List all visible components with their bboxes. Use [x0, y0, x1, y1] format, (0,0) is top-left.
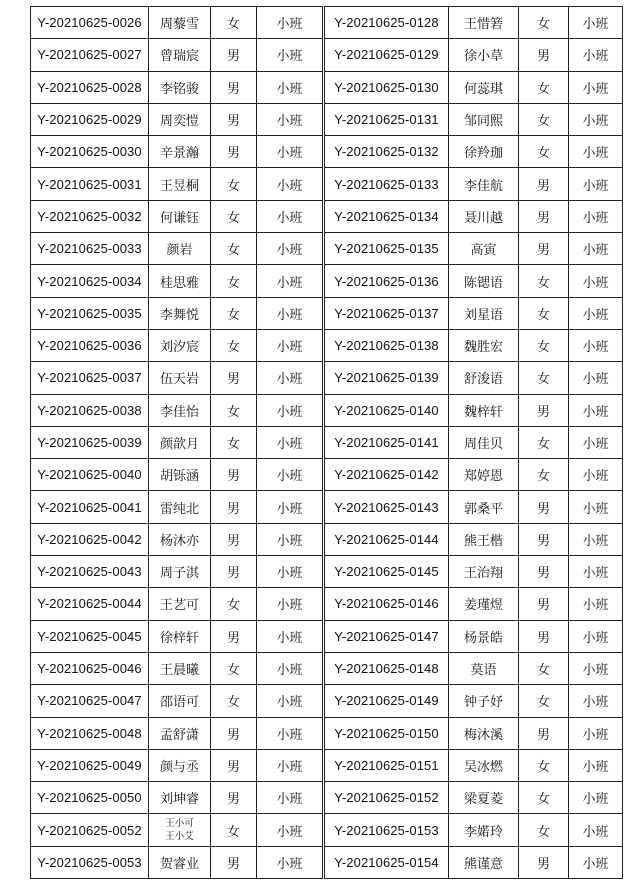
student-id-cell: Y-20210625-0141 — [325, 426, 449, 458]
table-row — [325, 846, 623, 878]
student-class-cell: 小班 — [569, 459, 623, 491]
student-id-cell: Y-20210625-0049 — [31, 749, 149, 781]
table-row — [325, 491, 623, 523]
student-id-cell: Y-20210625-0143 — [325, 491, 449, 523]
table-row — [325, 329, 623, 361]
student-sex-cell: 男 — [519, 523, 569, 555]
student-id-cell: Y-20210625-0027 — [31, 39, 149, 71]
student-sex-cell: 女 — [211, 7, 257, 39]
student-name-cell: 李婼玲 — [449, 814, 519, 846]
table-row — [31, 426, 323, 458]
student-class-cell: 小班 — [569, 39, 623, 71]
student-class-cell: 小班 — [257, 652, 323, 684]
student-name-cell: 何谦钰 — [149, 200, 211, 232]
table-row — [325, 297, 623, 329]
student-class-cell: 小班 — [569, 491, 623, 523]
student-name-cell: 陈锶语 — [449, 265, 519, 297]
table-row — [325, 394, 623, 426]
student-name-cell: 贺睿业 — [149, 846, 211, 878]
student-sex-cell: 女 — [519, 71, 569, 103]
student-class-cell: 小班 — [569, 685, 623, 717]
student-class-cell: 小班 — [257, 136, 323, 168]
student-id-cell: Y-20210625-0151 — [325, 749, 449, 781]
student-sex-cell: 男 — [211, 782, 257, 814]
student-name-cell: 何蕊琪 — [449, 71, 519, 103]
student-name-cell: 聂川越 — [449, 200, 519, 232]
student-class-cell: 小班 — [569, 297, 623, 329]
table-row — [31, 168, 323, 200]
student-name-cell: 高寅 — [449, 233, 519, 265]
student-class-cell: 小班 — [569, 7, 623, 39]
student-class-cell: 小班 — [569, 620, 623, 652]
student-class-cell: 小班 — [257, 749, 323, 781]
table-row — [31, 200, 323, 232]
table-row — [31, 620, 323, 652]
student-name-cell: 熊谨意 — [449, 846, 519, 878]
student-sex-cell: 男 — [519, 233, 569, 265]
student-id-cell: Y-20210625-0032 — [31, 200, 149, 232]
student-sex-cell: 男 — [211, 103, 257, 135]
table-row — [31, 749, 323, 781]
student-class-cell: 小班 — [569, 168, 623, 200]
student-sex-cell: 男 — [519, 39, 569, 71]
student-name-cell: 周子淇 — [149, 556, 211, 588]
student-id-cell: Y-20210625-0129 — [325, 39, 449, 71]
student-class-cell: 小班 — [569, 782, 623, 814]
student-sex-cell: 男 — [211, 459, 257, 491]
student-name-cell: 杨沐亦 — [149, 523, 211, 555]
student-name-cell: 王惜箬 — [449, 7, 519, 39]
student-name-cell: 颜岩 — [149, 233, 211, 265]
table-row — [325, 265, 623, 297]
student-class-cell: 小班 — [569, 652, 623, 684]
student-name-cell: 姜瑾煜 — [449, 588, 519, 620]
student-class-cell: 小班 — [569, 265, 623, 297]
table-row — [325, 200, 623, 232]
table-row — [31, 136, 323, 168]
student-name-cell: 郑婷恩 — [449, 459, 519, 491]
student-id-cell: Y-20210625-0046 — [31, 652, 149, 684]
student-sex-cell: 女 — [519, 265, 569, 297]
table-row — [325, 814, 623, 846]
student-name-line: 王小可 — [165, 818, 194, 830]
student-sex-cell: 男 — [211, 523, 257, 555]
student-sex-cell: 女 — [519, 7, 569, 39]
table-row — [325, 362, 623, 394]
roster-table-left-body — [31, 7, 323, 879]
student-sex-cell: 女 — [211, 685, 257, 717]
student-name-cell: 李佳怡 — [149, 394, 211, 426]
student-id-cell: Y-20210625-0132 — [325, 136, 449, 168]
student-name-cell: 雷纯北 — [149, 491, 211, 523]
student-id-cell: Y-20210625-0052 — [31, 814, 149, 846]
table-row — [325, 782, 623, 814]
student-id-cell: Y-20210625-0050 — [31, 782, 149, 814]
student-id-cell: Y-20210625-0133 — [325, 168, 449, 200]
student-id-cell: Y-20210625-0147 — [325, 620, 449, 652]
student-id-cell: Y-20210625-0048 — [31, 717, 149, 749]
student-name-cell: 熊王楷 — [449, 523, 519, 555]
student-name-cell: 莫语 — [449, 652, 519, 684]
student-sex-cell: 女 — [211, 426, 257, 458]
student-name-cell: 舒浚语 — [449, 362, 519, 394]
student-id-cell: Y-20210625-0042 — [31, 523, 149, 555]
student-class-cell: 小班 — [257, 362, 323, 394]
student-class-cell: 小班 — [257, 556, 323, 588]
student-class-cell: 小班 — [257, 329, 323, 361]
student-name-cell: 王晨曦 — [149, 652, 211, 684]
table-row — [325, 39, 623, 71]
student-sex-cell: 男 — [211, 362, 257, 394]
student-id-cell: Y-20210625-0038 — [31, 394, 149, 426]
student-id-cell: Y-20210625-0039 — [31, 426, 149, 458]
student-sex-cell: 女 — [519, 297, 569, 329]
student-class-cell: 小班 — [569, 200, 623, 232]
student-sex-cell: 男 — [211, 556, 257, 588]
student-name-cell: 徐羚珈 — [449, 136, 519, 168]
student-sex-cell: 女 — [519, 685, 569, 717]
student-id-cell: Y-20210625-0140 — [325, 394, 449, 426]
table-row — [31, 782, 323, 814]
table-row — [31, 459, 323, 491]
student-id-cell: Y-20210625-0136 — [325, 265, 449, 297]
student-name-cell: 吴冰燃 — [449, 749, 519, 781]
table-row — [31, 362, 323, 394]
student-class-cell: 小班 — [569, 588, 623, 620]
table-row — [31, 265, 323, 297]
student-sex-cell: 女 — [519, 652, 569, 684]
roster-table-right — [324, 6, 623, 879]
student-id-cell: Y-20210625-0045 — [31, 620, 149, 652]
student-sex-cell: 男 — [211, 39, 257, 71]
student-class-cell: 小班 — [257, 394, 323, 426]
student-id-cell: Y-20210625-0137 — [325, 297, 449, 329]
student-class-cell: 小班 — [569, 814, 623, 846]
student-id-cell: Y-20210625-0150 — [325, 717, 449, 749]
table-row — [325, 459, 623, 491]
student-id-cell: Y-20210625-0135 — [325, 233, 449, 265]
table-row — [31, 588, 323, 620]
student-sex-cell: 女 — [211, 265, 257, 297]
student-id-cell: Y-20210625-0030 — [31, 136, 149, 168]
student-class-cell: 小班 — [257, 297, 323, 329]
student-sex-cell: 男 — [211, 491, 257, 523]
student-sex-cell: 男 — [519, 588, 569, 620]
student-class-cell: 小班 — [569, 233, 623, 265]
student-name-cell: 钟子妤 — [449, 685, 519, 717]
table-row — [31, 103, 323, 135]
student-sex-cell: 女 — [519, 362, 569, 394]
student-id-cell: Y-20210625-0036 — [31, 329, 149, 361]
student-name-cell: 王治翔 — [449, 556, 519, 588]
student-id-cell: Y-20210625-0149 — [325, 685, 449, 717]
student-sex-cell: 女 — [519, 136, 569, 168]
student-sex-cell: 男 — [519, 491, 569, 523]
student-sex-cell: 女 — [211, 233, 257, 265]
student-name-cell: 胡铄涵 — [149, 459, 211, 491]
student-id-cell: Y-20210625-0130 — [325, 71, 449, 103]
student-id-cell: Y-20210625-0040 — [31, 459, 149, 491]
student-class-cell: 小班 — [257, 103, 323, 135]
student-sex-cell: 男 — [519, 394, 569, 426]
table-row — [31, 846, 323, 878]
student-id-cell: Y-20210625-0145 — [325, 556, 449, 588]
student-class-cell: 小班 — [569, 329, 623, 361]
student-sex-cell: 女 — [519, 103, 569, 135]
table-row — [31, 7, 323, 39]
student-name-cell — [149, 814, 211, 846]
student-sex-cell: 女 — [211, 200, 257, 232]
student-id-cell: Y-20210625-0028 — [31, 71, 149, 103]
student-name-cell: 孟舒潇 — [149, 717, 211, 749]
table-row — [31, 233, 323, 265]
table-row — [31, 685, 323, 717]
student-sex-cell: 女 — [519, 782, 569, 814]
student-class-cell: 小班 — [257, 168, 323, 200]
student-name-cell: 梅沐溪 — [449, 717, 519, 749]
student-id-cell: Y-20210625-0053 — [31, 846, 149, 878]
table-row — [325, 556, 623, 588]
student-sex-cell: 女 — [211, 588, 257, 620]
student-id-cell: Y-20210625-0034 — [31, 265, 149, 297]
table-row — [31, 71, 323, 103]
student-class-cell: 小班 — [257, 459, 323, 491]
table-row — [325, 523, 623, 555]
student-name-line: 王小艾 — [165, 831, 194, 843]
student-sex-cell: 男 — [519, 620, 569, 652]
student-sex-cell: 男 — [211, 620, 257, 652]
student-name-cell: 李铭骏 — [149, 71, 211, 103]
student-class-cell: 小班 — [569, 717, 623, 749]
table-row — [31, 717, 323, 749]
student-name-cell: 辛景瀚 — [149, 136, 211, 168]
student-name-cell: 王艺可 — [149, 588, 211, 620]
student-sex-cell: 男 — [211, 717, 257, 749]
student-class-cell: 小班 — [257, 265, 323, 297]
student-id-cell: Y-20210625-0144 — [325, 523, 449, 555]
table-row — [31, 394, 323, 426]
student-name-cell: 徐梓轩 — [149, 620, 211, 652]
student-id-cell: Y-20210625-0041 — [31, 491, 149, 523]
student-class-cell: 小班 — [569, 362, 623, 394]
student-class-cell: 小班 — [569, 523, 623, 555]
student-class-cell: 小班 — [257, 523, 323, 555]
student-class-cell: 小班 — [257, 233, 323, 265]
student-class-cell: 小班 — [569, 426, 623, 458]
student-class-cell: 小班 — [257, 814, 323, 846]
table-row — [325, 136, 623, 168]
student-name-cell: 桂思雅 — [149, 265, 211, 297]
student-name-cell: 周佳贝 — [449, 426, 519, 458]
student-id-cell: Y-20210625-0131 — [325, 103, 449, 135]
student-class-cell: 小班 — [569, 136, 623, 168]
table-row — [31, 297, 323, 329]
student-sex-cell: 女 — [211, 168, 257, 200]
table-row — [325, 685, 623, 717]
table-row — [31, 556, 323, 588]
table-row — [325, 233, 623, 265]
student-sex-cell: 女 — [519, 814, 569, 846]
student-name-cell: 杨景皓 — [449, 620, 519, 652]
student-name-cell: 魏梓轩 — [449, 394, 519, 426]
table-row — [325, 749, 623, 781]
student-class-cell: 小班 — [257, 846, 323, 878]
student-class-cell: 小班 — [257, 782, 323, 814]
student-id-cell: Y-20210625-0026 — [31, 7, 149, 39]
table-row — [31, 814, 323, 846]
student-name-cell: 刘汐宸 — [149, 329, 211, 361]
student-name-cell: 颜歆月 — [149, 426, 211, 458]
student-sex-cell: 男 — [519, 846, 569, 878]
student-class-cell: 小班 — [569, 394, 623, 426]
roster-table-right-body — [325, 7, 623, 879]
table-row — [325, 717, 623, 749]
student-name-cell: 周奕愷 — [149, 103, 211, 135]
student-name-cell: 伍天岩 — [149, 362, 211, 394]
student-id-cell: Y-20210625-0148 — [325, 652, 449, 684]
student-class-cell: 小班 — [257, 71, 323, 103]
table-row — [31, 491, 323, 523]
student-sex-cell: 女 — [211, 329, 257, 361]
student-class-cell: 小班 — [257, 491, 323, 523]
student-sex-cell: 男 — [519, 717, 569, 749]
student-sex-cell: 男 — [211, 136, 257, 168]
student-class-cell: 小班 — [569, 103, 623, 135]
student-class-cell: 小班 — [257, 588, 323, 620]
student-id-cell: Y-20210625-0035 — [31, 297, 149, 329]
student-id-cell: Y-20210625-0153 — [325, 814, 449, 846]
student-name-cell: 魏胜宏 — [449, 329, 519, 361]
roster-table-left — [30, 6, 323, 879]
student-sex-cell: 男 — [211, 846, 257, 878]
student-name-cell: 李佳航 — [449, 168, 519, 200]
student-name-cell: 王昱桐 — [149, 168, 211, 200]
table-row — [31, 329, 323, 361]
student-name-cell: 徐小草 — [449, 39, 519, 71]
student-id-cell: Y-20210625-0139 — [325, 362, 449, 394]
student-sex-cell: 女 — [211, 297, 257, 329]
student-sex-cell: 女 — [211, 394, 257, 426]
student-id-cell: Y-20210625-0031 — [31, 168, 149, 200]
student-name-cell: 刘坤睿 — [149, 782, 211, 814]
student-class-cell: 小班 — [569, 71, 623, 103]
student-id-cell: Y-20210625-0043 — [31, 556, 149, 588]
student-sex-cell: 女 — [519, 426, 569, 458]
table-row — [325, 652, 623, 684]
student-sex-cell: 女 — [519, 749, 569, 781]
student-sex-cell: 男 — [519, 556, 569, 588]
student-id-cell: Y-20210625-0033 — [31, 233, 149, 265]
table-row — [325, 7, 623, 39]
student-class-cell: 小班 — [569, 749, 623, 781]
table-row — [325, 71, 623, 103]
student-id-cell: Y-20210625-0152 — [325, 782, 449, 814]
student-id-cell: Y-20210625-0037 — [31, 362, 149, 394]
student-name-cell: 颜与丞 — [149, 749, 211, 781]
student-class-cell: 小班 — [569, 556, 623, 588]
student-name-cell: 邵语可 — [149, 685, 211, 717]
student-id-cell: Y-20210625-0138 — [325, 329, 449, 361]
student-class-cell: 小班 — [257, 426, 323, 458]
table-row — [325, 168, 623, 200]
student-id-cell: Y-20210625-0044 — [31, 588, 149, 620]
student-name-cell: 曾瑞宸 — [149, 39, 211, 71]
table-row — [325, 426, 623, 458]
student-id-cell: Y-20210625-0047 — [31, 685, 149, 717]
table-row — [31, 652, 323, 684]
student-class-cell: 小班 — [257, 39, 323, 71]
student-class-cell: 小班 — [569, 846, 623, 878]
student-sex-cell: 女 — [519, 459, 569, 491]
student-name-cell: 李舞悦 — [149, 297, 211, 329]
student-id-cell: Y-20210625-0154 — [325, 846, 449, 878]
student-sex-cell: 女 — [211, 652, 257, 684]
student-id-cell: Y-20210625-0128 — [325, 7, 449, 39]
student-class-cell: 小班 — [257, 620, 323, 652]
student-id-cell: Y-20210625-0134 — [325, 200, 449, 232]
student-name-cell: 周藜雪 — [149, 7, 211, 39]
student-name-cell: 郭桑平 — [449, 491, 519, 523]
student-sex-cell: 女 — [211, 814, 257, 846]
student-name-cell: 梁夏菱 — [449, 782, 519, 814]
student-sex-cell: 男 — [519, 168, 569, 200]
student-class-cell: 小班 — [257, 717, 323, 749]
student-id-cell: Y-20210625-0146 — [325, 588, 449, 620]
student-id-cell: Y-20210625-0029 — [31, 103, 149, 135]
student-sex-cell: 女 — [519, 329, 569, 361]
table-row — [325, 620, 623, 652]
student-sex-cell: 男 — [211, 749, 257, 781]
student-sex-cell: 男 — [211, 71, 257, 103]
student-class-cell: 小班 — [257, 7, 323, 39]
student-id-cell: Y-20210625-0142 — [325, 459, 449, 491]
table-row — [325, 588, 623, 620]
student-name-cell: 刘星语 — [449, 297, 519, 329]
student-class-cell: 小班 — [257, 200, 323, 232]
student-sex-cell: 男 — [519, 200, 569, 232]
student-class-cell: 小班 — [257, 685, 323, 717]
table-row — [325, 103, 623, 135]
table-row — [31, 39, 323, 71]
table-row — [31, 523, 323, 555]
student-name-cell: 邹同熙 — [449, 103, 519, 135]
